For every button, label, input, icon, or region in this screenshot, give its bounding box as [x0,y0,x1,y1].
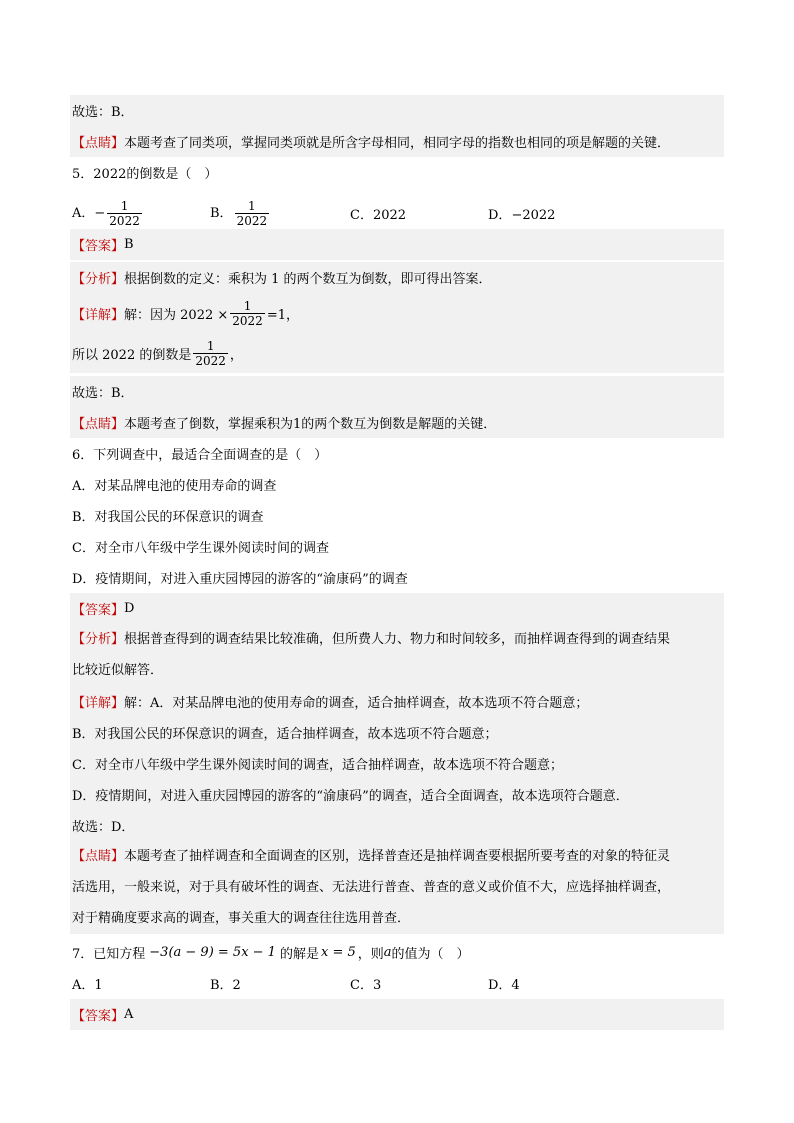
q5-analysis: 【分析】 根据倒数的定义：乘积为 1 的两个数互为倒数，即可得出答案． [70,262,724,293]
q6-option-d: D．疫情期间，对进入重庆园博园的游客的“渝康码”的调查 [72,572,408,587]
q5-option-d: D．−2022 [488,207,556,223]
q5-comment: 【点睛】 本题考查了倒数，掌握乘积为1的两个数互为倒数是解题的关键． [70,407,724,438]
q5-option-a: A．− $\frac{1}{2022}$ [72,198,140,228]
q5-answer: 【答案】 B [70,229,724,260]
q5-stem: 5．2022的倒数是（ ） [72,167,218,182]
q7-option-c: C．3 [350,978,382,993]
q6-option-a: A．对某品牌电池的使用寿命的调查 [72,479,277,494]
q7-var: a [383,945,392,960]
q7-option-a: A．1 [72,978,103,993]
q7-answer: 【答案】 A [70,999,724,1030]
q7-options [70,968,724,999]
detail-tag: 【详解】 [72,307,125,323]
q5-detail-2: 所以 2022 的倒数是 $\frac{1}{2022}$ ， [70,333,724,373]
q4-comment: 【点睛】 本题考查了同类项，掌握同类项就是所含字母相同，相同字母的指数也相同的项是解题的关键． [70,126,724,157]
q6-option-c: C．对全市八年级中学生课外阅读时间的调查 [72,541,329,556]
q6-analysis: 【分析】根据普查得到的调查结果比较准确，但所费人力、物力和时间较多，而抽样调查得到的调查结果 比较近似解答． [70,624,724,686]
q6-stem: 6．下列调查中，最适合全面调查的是（ ） [72,448,328,463]
answer-tag: 【答案】 [72,239,125,254]
comment-tag: 【点睛】 [72,849,125,864]
q5-option-c: C．2022 [350,207,407,223]
q6-comment: 【点睛】本题考查了抽样调查和全面调查的区别，选择普查还是抽样调查要根据所要考查的对象的特征灵 活选用，一般来说，对于具有破坏性的调查、无法进行普查、普查的意义或价值不大，应选择抽样调查， 对于精确度要求高的调查，事关重大的调查往往选用普查． [70,841,724,934]
q5-option-b: B． $\frac{1}{2022}$ [210,198,268,228]
q7-equation: −3(a − 9) = 5x − 1 [149,945,276,960]
q6-conclusion: 故选：D． [70,810,724,841]
q6-detail-4: D．疫情期间，对进入重庆园博园的游客的“渝康码”的调查，适合全面调查，故本选项符合题意． [70,779,724,810]
answer-tag: 【答案】 [72,1009,125,1024]
q5-detail: 【详解】 解：因为 2022 × $\frac{1}{2022}$ =1， [70,293,724,333]
q6-detail-3: C．对全市八年级中学生课外阅读时间的调查，适合抽样调查，故本选项不符合题意； [70,748,724,779]
q6-detail-1: 【详解】 解：A．对某品牌电池的使用寿命的调查，适合抽样调查，故本选项不符合题意； [70,686,724,717]
analysis-tag: 【分析】 [72,632,125,647]
q7-option-b: B．2 [210,978,241,993]
analysis-tag: 【分析】 [72,272,125,287]
comment-tag: 【点睛】 [72,417,125,432]
q7-stem: 7．已知方程 −3(a − 9) = 5x − 1 的解是 x = 5 ，则 a 的值为（ ） [72,945,470,962]
detail-tag: 【详解】 [72,696,125,711]
q5-conclusion: 故选：B． [70,376,724,407]
q5-options [70,193,724,233]
q6-option-b: B．对我国公民的环保意识的调查 [72,510,264,525]
comment-tag: 【点睛】 [72,136,125,151]
q4-conclusion: 故选：B． [70,95,724,126]
q7-option-d: D．4 [488,978,520,993]
answer-tag: 【答案】 [72,603,125,618]
q6-detail-2: B．对我国公民的环保意识的调查，适合抽样调查，故本选项不符合题意； [70,717,724,748]
q6-answer: 【答案】 D [70,593,724,624]
q7-solution: x = 5 [320,945,356,960]
